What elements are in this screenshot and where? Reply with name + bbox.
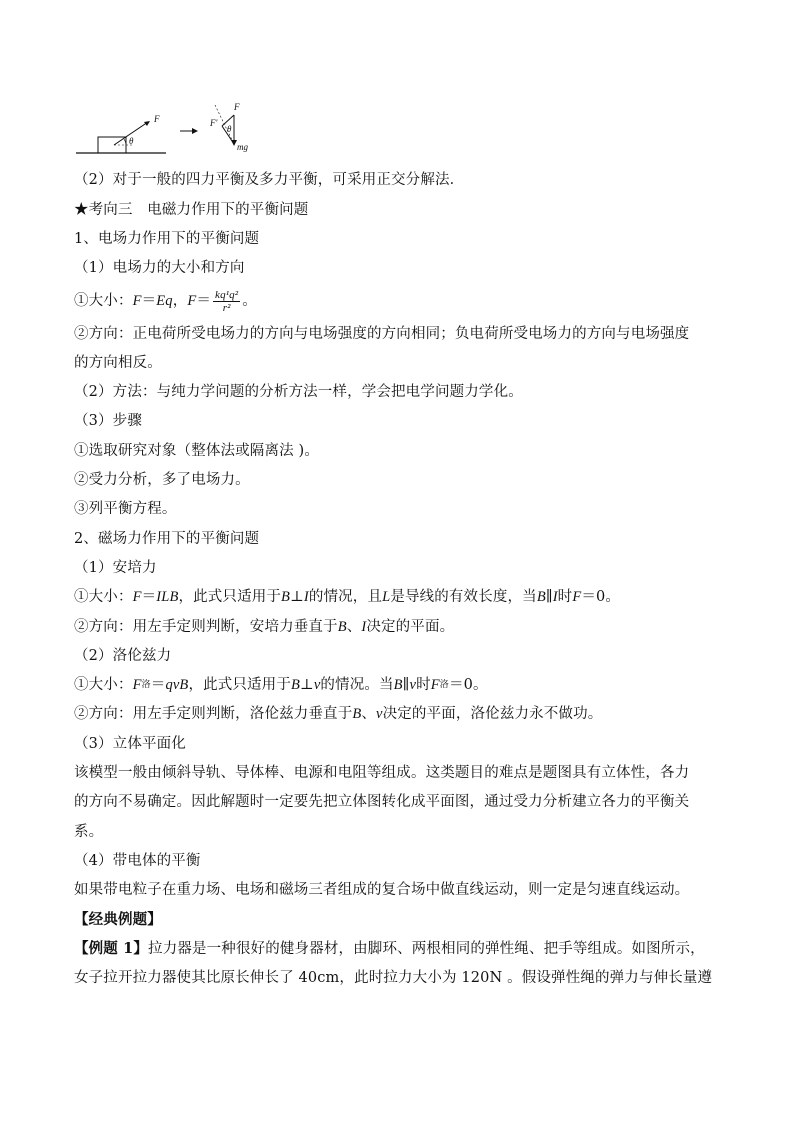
var: qvB (165, 677, 189, 694)
text-line: ①选取研究对象（整体法或隔离法 )。 (74, 442, 319, 459)
text-span: ①大小： (74, 589, 133, 606)
text-line: （3）步骤 (74, 413, 142, 430)
text-line (74, 934, 734, 963)
section-heading: 【经典例题】 (74, 910, 162, 928)
subsection-heading: 2、磁场力作用下的平衡问题 (74, 530, 260, 547)
text-line: ②方向：正电荷所受电场力的方向与电场强度的方向相同；负电荷所受电场力的方向与电场强度 (74, 325, 690, 342)
text-span: 、 (346, 618, 362, 635)
text-span: ，此式只适用于 (178, 589, 282, 606)
subscript: 洛 (439, 679, 449, 690)
var: v (409, 677, 417, 694)
text-span: ＝ (196, 292, 212, 309)
text-span: ＝0。 (581, 589, 621, 606)
fraction-denominator: r² (222, 301, 231, 314)
var: F (132, 677, 142, 694)
var: B (337, 618, 347, 635)
subsection-heading: 1、电场力作用下的平衡问题 (74, 230, 260, 247)
formula-line (74, 671, 734, 700)
var: I (303, 589, 309, 606)
var: I (361, 618, 367, 635)
text-line: （4）带电体的平衡 (74, 852, 201, 869)
text-line: （2）对于一般的四力平衡及多力平衡，可采用正交分解法． (74, 172, 465, 189)
var-eq: Eq (156, 292, 173, 309)
var: ILB (156, 589, 179, 606)
text-span: 的情况。当 (320, 677, 394, 694)
text-span: ， (172, 292, 188, 309)
subscript: 洛 (141, 679, 151, 690)
formula-line (74, 583, 734, 612)
text-span: ⊥ (290, 589, 304, 606)
var: B (536, 589, 546, 606)
var-f: F (187, 292, 197, 309)
section-heading: ★考向三 电磁力作用下的平衡问题 (74, 201, 309, 218)
var-f: F (132, 292, 142, 309)
label-mg: mg (237, 142, 248, 152)
text-span: ＝ (141, 292, 157, 309)
text-span: ∥ (402, 677, 410, 694)
text-span: 的情况，且 (308, 589, 383, 606)
text-span: ＝ (150, 677, 166, 694)
text-line: 的方向不易确定。因此解题时一定要先把立体图转化成平面图，通过受力分析建立各力的平衡关 (74, 794, 690, 811)
force-diagram (74, 100, 264, 158)
text-span: 时 (557, 589, 573, 606)
var: F (132, 589, 142, 606)
text-span: 拉力器是一种很好的健身器材，由脚环、两根相同的弹性绳、把手等组成。如图所示， (148, 940, 705, 957)
example-label: 【例题 1】 (74, 939, 149, 957)
force-diagram-figure (74, 100, 264, 158)
formula-line (74, 612, 734, 641)
var: F (572, 589, 582, 606)
text-span: ②方向：用左手定则判断，洛伦兹力垂直于 (74, 706, 353, 723)
text-span: ＝0。 (448, 677, 488, 694)
text-span: ∥ (545, 589, 553, 606)
text-span: ⊥ (300, 677, 314, 694)
formula-line (74, 283, 734, 319)
text-line: 的方向相反。 (74, 354, 162, 371)
text-line: （1）电场力的大小和方向 (74, 260, 245, 277)
label-theta-2: θ (227, 124, 232, 134)
text-line: ③列平衡方程。 (74, 501, 177, 518)
text-line: （2）洛伦兹力 (74, 647, 172, 664)
text-line: （2）方法：与纯力学问题的分析方法一样，学会把电学问题力学化。 (74, 384, 523, 401)
var: I (552, 589, 558, 606)
fraction-numerator: kq¹q² (215, 288, 239, 301)
text-line: ②受力分析，多了电场力。 (74, 472, 250, 489)
document-body (74, 166, 734, 993)
text-line: 系。 (74, 823, 104, 840)
transition-arrowhead (192, 128, 198, 134)
var: L (382, 589, 391, 606)
var: B (393, 677, 403, 694)
text-line: 女子拉开拉力器使其比原长伸长了 40cm，此时拉力大小为 120N 。假设弹性绳的弹力与伸长量遵 (74, 970, 713, 987)
text-span: 决定的平面。 (366, 618, 455, 635)
text-span: 、 (361, 706, 377, 723)
formula-line (74, 700, 734, 729)
var: F (430, 677, 440, 694)
text-line: 如果带电粒子在重力场、电场和磁场三者组成的复合场中做直线运动，则一定是匀速直线运动。 (74, 882, 690, 899)
text-line: 该模型一般由倾斜导轨、导体棒、电源和电阻等组成。这类题目的难点是题图具有立体性，各力 (74, 765, 690, 782)
text-span: ①大小： (74, 292, 133, 309)
text-line: （3）立体平面化 (74, 735, 186, 752)
text-span: ，此式只适用于 (188, 677, 291, 694)
label-f-prime: F' (210, 118, 218, 128)
text-line: （1）安培力 (74, 559, 157, 576)
text-span: ①大小： (74, 677, 133, 694)
text-span: 。 (242, 292, 257, 309)
var: B (291, 677, 301, 694)
coulomb-fraction (213, 289, 240, 314)
label-f-top: F (234, 102, 240, 112)
var: v (376, 706, 383, 723)
var: B (281, 589, 291, 606)
text-span: 是导线的有效长度，当 (390, 589, 537, 606)
text-span: ②方向：用左手定则判断，安培力垂直于 (74, 618, 338, 635)
var: B (352, 706, 362, 723)
text-span: 时 (416, 677, 431, 694)
text-span: ＝ (141, 589, 157, 606)
text-span: 决定的平面，洛伦兹力永不做功。 (382, 706, 603, 723)
label-theta: θ (129, 136, 134, 146)
var: v (313, 677, 321, 694)
label-f: F (154, 114, 160, 124)
